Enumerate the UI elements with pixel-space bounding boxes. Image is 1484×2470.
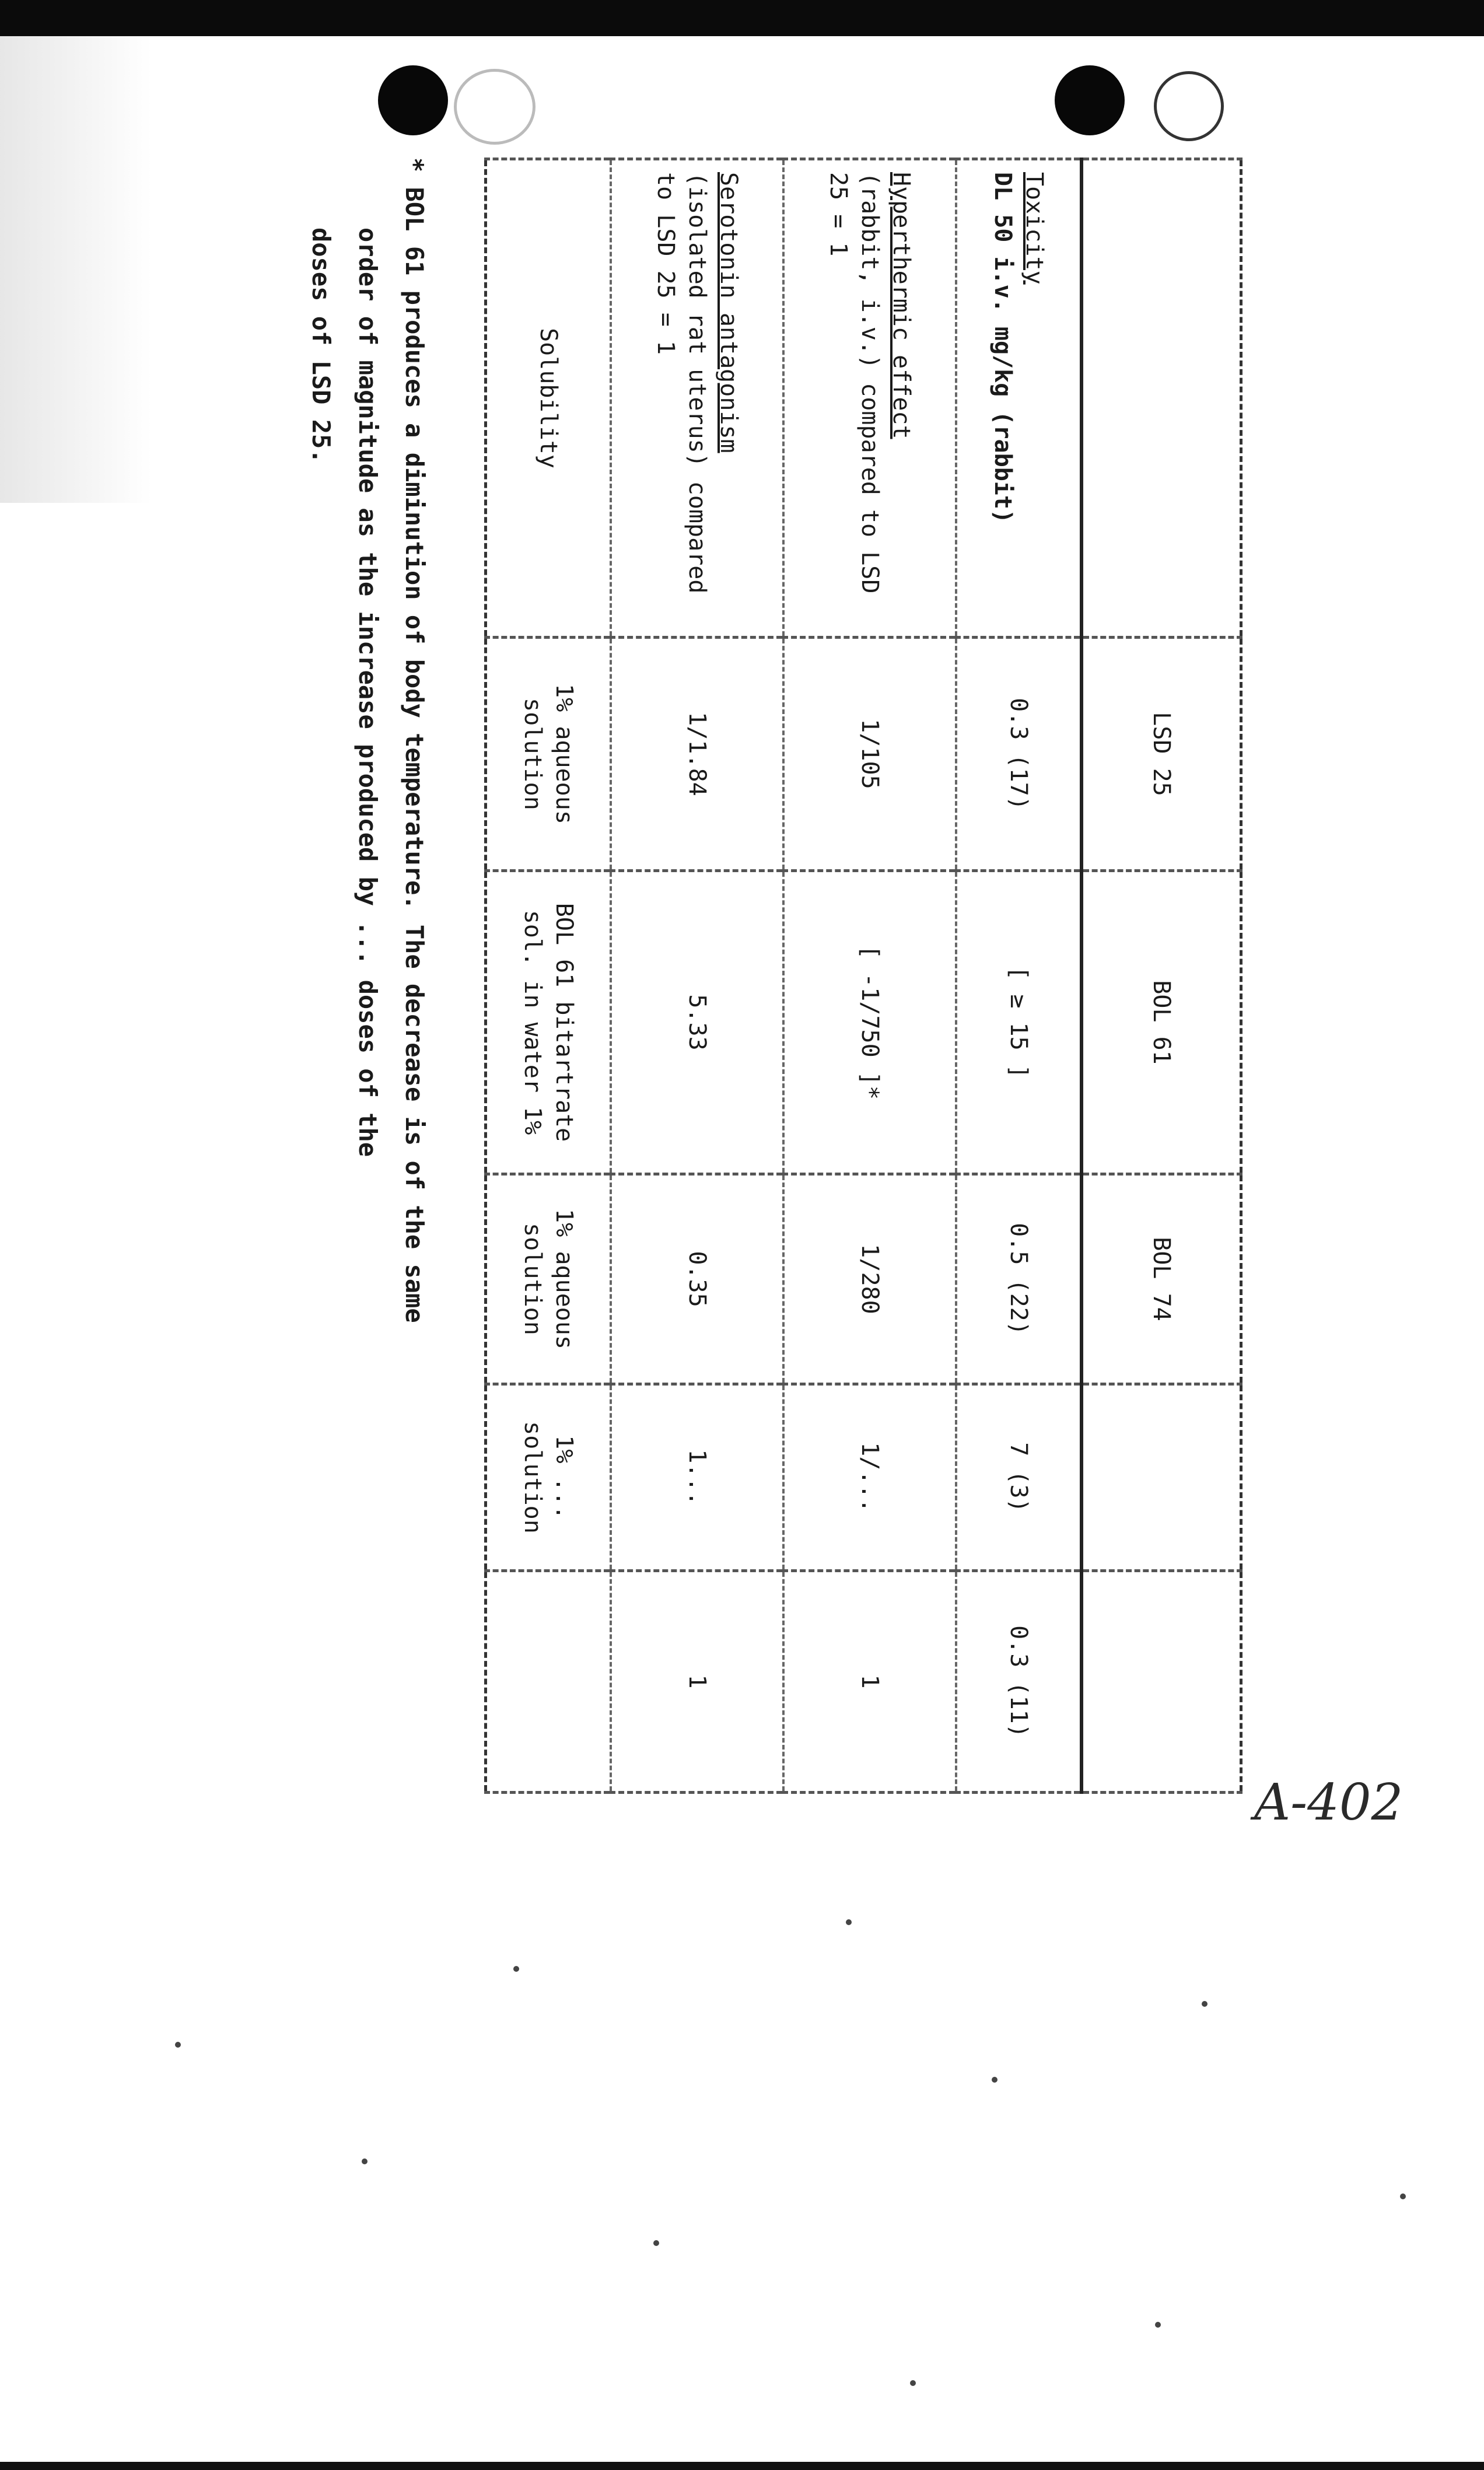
- footnote-line: * BOL 61 produces a diminution of body temperature. The decrease is of the same: [400, 158, 429, 1323]
- table-header-cell: [1082, 159, 1241, 638]
- table-cell: 1/280: [783, 1174, 956, 1384]
- table-cell: 0.35: [611, 1174, 783, 1384]
- row-label-sub: DL 50 i.v. mg/kg (rabbit): [989, 172, 1016, 524]
- table-header-cell: [1082, 1571, 1241, 1793]
- table-cell: 1% aqueous solution: [486, 1174, 611, 1384]
- row-label-sub: (rabbit, i.v.) compared to LSD 25 = 1: [824, 172, 883, 594]
- table-header-cell: BOL 74: [1082, 1174, 1241, 1384]
- table-row: [783, 159, 956, 1793]
- table-cell: 1/105: [783, 638, 956, 871]
- table-cell: 0.3 (17): [956, 638, 1082, 871]
- table-header-row: [1082, 159, 1241, 1793]
- footnote-line: doses of LSD 25.: [307, 228, 336, 464]
- table-cell: 1...: [611, 1384, 783, 1571]
- scan-speck: [1202, 2001, 1208, 2007]
- table-row: [486, 159, 611, 1793]
- table-cell: 1/...: [783, 1384, 956, 1571]
- table-cell: BOL 61 bitartrate sol. in water 1%: [486, 871, 611, 1174]
- scan-speck: [653, 2240, 659, 2246]
- row-label-sub: Solubility: [534, 328, 562, 468]
- footnote-line: order of magnitude as the increase produced by ... doses of the: [354, 228, 383, 1157]
- table-row: [956, 159, 1082, 1793]
- comparison-table: [484, 158, 1242, 1794]
- table-cell: 1% ... solution: [486, 1384, 611, 1571]
- table-cell: 1/1.84: [611, 638, 783, 871]
- table-header-cell: BOL 61: [1082, 871, 1241, 1174]
- table-cell: 7 (3): [956, 1384, 1082, 1571]
- row-label: [486, 159, 611, 638]
- scan-speck: [1400, 2193, 1406, 2199]
- row-label: [956, 159, 1082, 638]
- scan-bottom-border: [0, 2462, 1484, 2470]
- scan-speck: [910, 2380, 916, 2386]
- table-cell: [ -1/750 ]*: [783, 871, 956, 1174]
- scan-speck: [513, 1966, 519, 1972]
- table-cell: 0.5 (22): [956, 1174, 1082, 1384]
- table-header-cell: LSD 25: [1082, 638, 1241, 871]
- table-cell: 5.33: [611, 871, 783, 1174]
- scan-top-border: [0, 0, 1484, 36]
- row-label-heading: Serotonin antagonism: [715, 172, 742, 453]
- table-cell: [486, 1571, 611, 1793]
- scan-speck: [846, 1919, 852, 1925]
- scan-speck: [175, 2042, 181, 2048]
- scan-speck: [1155, 2322, 1161, 2328]
- row-label-heading: Hyperthermic effect: [887, 172, 915, 439]
- table-row: [611, 159, 783, 1793]
- footnote: [298, 158, 438, 1779]
- table-header-cell: [1082, 1384, 1241, 1571]
- table-cell: 0.3 (11): [956, 1571, 1082, 1793]
- scan-speck: [992, 2077, 998, 2083]
- row-label: [783, 159, 956, 638]
- table-cell: 1: [611, 1571, 783, 1793]
- row-label: [611, 159, 783, 638]
- punch-hole-outline-icon: [1154, 71, 1224, 141]
- punch-hole-outline-icon: [454, 69, 536, 145]
- punch-hole-icon: [378, 65, 448, 135]
- rotated-page-content: [0, 134, 1242, 1814]
- row-label-heading: Toxicity: [1020, 172, 1048, 285]
- handwritten-page-mark: A-402: [1254, 1773, 1404, 1832]
- table-cell: 1% aqueous solution: [486, 638, 611, 871]
- scan-speck: [362, 2158, 368, 2164]
- table-cell: [ ≥ 15 ]: [956, 871, 1082, 1174]
- row-label-sub: (isolated rat uterus) compared to LSD 25 = 1: [652, 172, 710, 594]
- punch-hole-icon: [1055, 65, 1125, 135]
- table-cell: 1: [783, 1571, 956, 1793]
